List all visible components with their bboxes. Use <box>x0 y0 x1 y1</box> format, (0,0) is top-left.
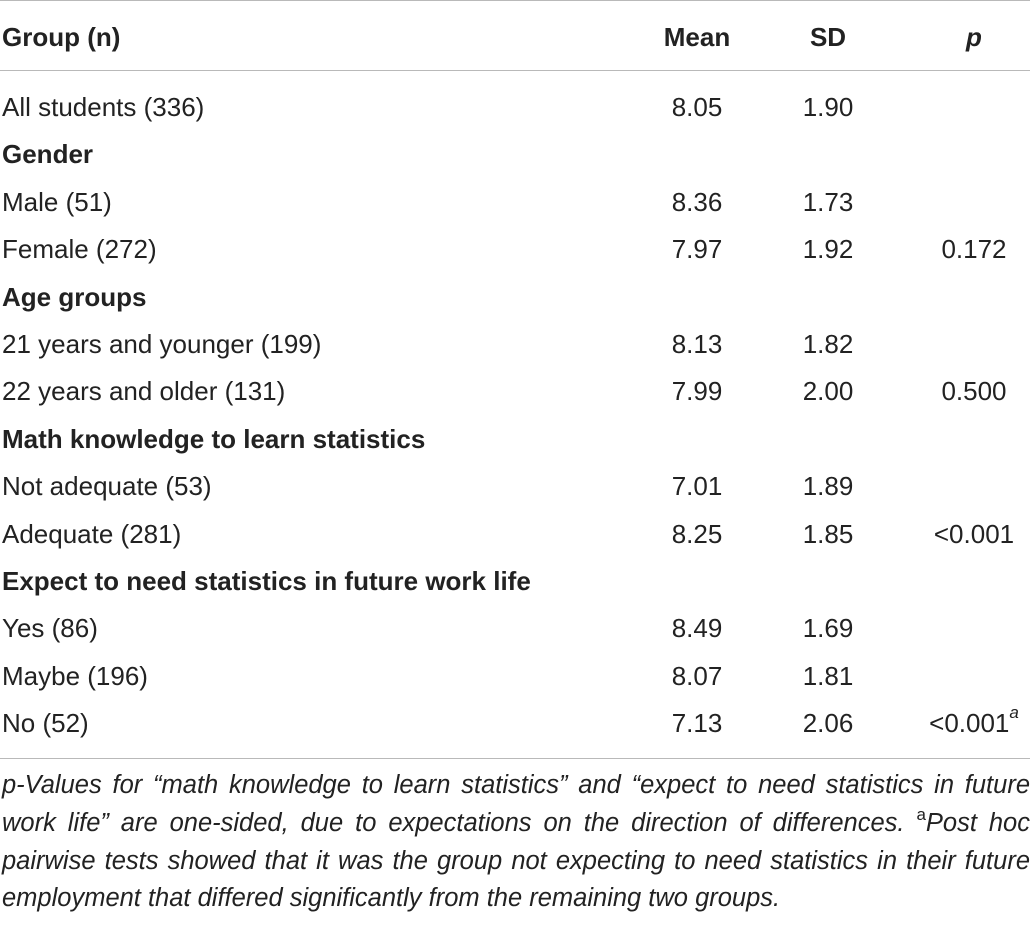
cell-group-text: 21 years and younger (199) <box>2 328 322 359</box>
table-body <box>0 71 1030 758</box>
cell-sd-text: 1.85 <box>802 518 854 549</box>
table-row <box>0 368 1030 415</box>
cell-mean <box>637 226 757 273</box>
cell-group <box>2 226 157 273</box>
cell-sd-text: 1.89 <box>802 471 854 502</box>
cell-mean-text: 8.49 <box>671 613 723 644</box>
table-row <box>0 511 1030 558</box>
cell-sd <box>768 700 888 747</box>
cell-sd <box>768 511 888 558</box>
table-footnote <box>0 767 1030 917</box>
cell-mean <box>637 605 757 652</box>
table-section-row <box>0 558 1030 605</box>
cell-group <box>2 700 89 747</box>
cell-group-text: Not adequate (53) <box>2 471 212 502</box>
cell-group-text: All students (336) <box>2 92 205 122</box>
cell-sd-text: 1.73 <box>802 186 854 217</box>
cell-group-text: No (52) <box>2 708 89 739</box>
cell-group <box>2 463 212 510</box>
cell-mean-text: 7.99 <box>671 376 723 407</box>
cell-group-text: Gender <box>2 139 94 170</box>
cell-sd-text: 1.82 <box>802 328 854 359</box>
cell-sd <box>768 605 888 652</box>
cell-group-text: Maybe (196) <box>2 660 148 691</box>
cell-mean-text: 8.07 <box>671 660 723 691</box>
header-p: p <box>966 22 982 52</box>
cell-p-text: 0.500 <box>941 376 1007 407</box>
cell-mean <box>637 511 757 558</box>
cell-sd-text: 1.90 <box>802 92 854 122</box>
cell-p <box>914 368 1030 415</box>
cell-group <box>2 368 285 415</box>
p-superscript-marker: a <box>1009 703 1019 723</box>
cell-mean <box>637 84 757 131</box>
table-row <box>0 321 1030 368</box>
cell-sd-text: 1.92 <box>802 234 854 265</box>
footnote-post-hoc-note: Post hoc pairwise tests showed that it was the group not expecting to need statistics in their future employment that differed significantly from the remaining two groups. <box>2 809 1030 913</box>
footnote-superscript-marker: a <box>916 804 926 824</box>
table-header-row <box>0 1 1030 70</box>
cell-group <box>2 416 425 463</box>
cell-group <box>2 558 531 605</box>
cell-sd-text: 1.69 <box>802 613 854 644</box>
cell-group <box>2 605 98 652</box>
cell-p <box>914 700 1030 747</box>
header-group: Group (n) <box>2 22 121 52</box>
table-section-row <box>0 416 1030 463</box>
cell-group-text: Expect to need statistics in future work life <box>2 565 531 596</box>
cell-group <box>2 511 181 558</box>
cell-mean-text: 7.97 <box>671 234 723 265</box>
cell-sd-text: 2.00 <box>802 376 854 407</box>
cell-sd-text: 2.06 <box>802 708 854 739</box>
cell-group-text: Female (272) <box>2 234 157 265</box>
cell-mean-text: 7.01 <box>671 471 723 502</box>
cell-mean <box>637 463 757 510</box>
cell-group-text: 22 years and older (131) <box>2 376 286 407</box>
cell-p-text: <0.001 <box>929 708 1010 739</box>
header-sd: SD <box>809 22 847 52</box>
cell-group-text: Adequate (281) <box>2 518 182 549</box>
table-row <box>0 653 1030 700</box>
table-row <box>0 463 1030 510</box>
cell-sd-text: 1.81 <box>802 660 854 691</box>
cell-group-text: Yes (86) <box>2 613 98 644</box>
cell-mean <box>637 653 757 700</box>
cell-group-text: Male (51) <box>2 186 112 217</box>
cell-mean-text: 8.36 <box>671 186 723 217</box>
cell-p <box>914 226 1030 273</box>
cell-sd <box>768 368 888 415</box>
cell-group <box>2 131 93 178</box>
cell-mean <box>637 321 757 368</box>
cell-group <box>2 321 321 368</box>
cell-mean <box>637 368 757 415</box>
cell-mean-text: 7.13 <box>671 708 723 739</box>
table-row <box>0 84 1030 131</box>
table-row <box>0 605 1030 652</box>
bottom-rule <box>0 758 1030 759</box>
cell-mean-text: 8.13 <box>671 328 723 359</box>
cell-sd <box>768 226 888 273</box>
cell-sd <box>768 84 888 131</box>
cell-p-text: 0.172 <box>941 234 1007 265</box>
cell-mean <box>637 700 757 747</box>
table-section-row <box>0 131 1030 178</box>
cell-group-text: Math knowledge to learn statistics <box>2 423 426 454</box>
footnote-one-sided-note: p-Values for “math knowledge to learn statistics” and “expect to need statistics in future work life” are one-sided, due to expectations on the direction of differences. <box>2 771 1030 838</box>
cell-sd <box>768 179 888 226</box>
cell-group-text: Age groups <box>2 281 147 312</box>
table-row <box>0 226 1030 273</box>
cell-mean <box>637 179 757 226</box>
cell-group <box>2 84 204 131</box>
cell-group <box>2 274 146 321</box>
header-mean: Mean <box>663 22 731 52</box>
cell-p-text: <0.001 <box>933 518 1015 549</box>
table-row <box>0 700 1030 747</box>
cell-sd <box>768 463 888 510</box>
cell-sd <box>768 653 888 700</box>
cell-mean-text: 8.05 <box>671 92 723 122</box>
cell-mean-text: 8.25 <box>671 518 723 549</box>
table-row <box>0 179 1030 226</box>
table-section-row <box>0 274 1030 321</box>
cell-sd <box>768 321 888 368</box>
cell-p <box>914 511 1030 558</box>
cell-group <box>2 179 112 226</box>
cell-group <box>2 653 148 700</box>
